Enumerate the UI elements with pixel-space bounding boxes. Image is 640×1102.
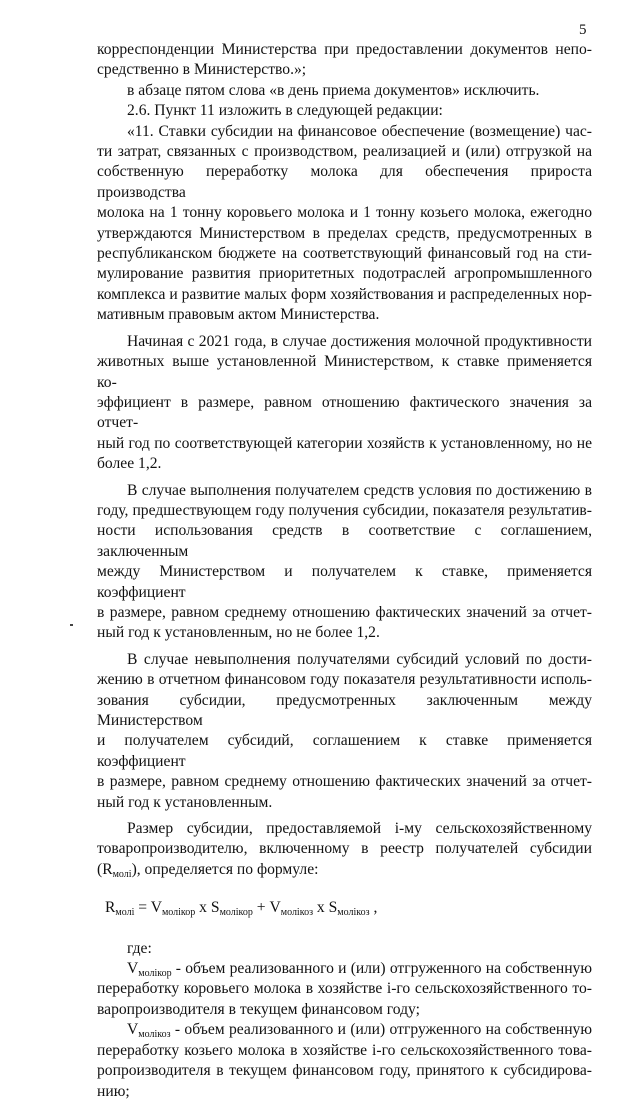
subscript: молiкоз <box>337 907 370 919</box>
text-line: эффициент в размере, равном отношению фактического значения за отчет- <box>97 393 592 432</box>
formula-operator: x <box>195 899 211 917</box>
text-line: собственную переработку молока для обеспечения прироста производства <box>97 163 592 201</box>
text-line: зования субсидии, предусмотренных заключенным между Министерством <box>97 691 592 729</box>
text-line: животных выше установленной Министерством, к ставке применяется ко- <box>97 353 592 391</box>
text-line <box>97 1020 592 1040</box>
text-line: в размере, равном среднему отношению фактических значений за отчет- <box>97 603 592 621</box>
text-fragment: - объем реализованного и (или) отгруженного на собственную <box>170 1021 592 1039</box>
formula <box>97 898 592 918</box>
text-line <box>97 860 592 880</box>
text-line: В случае невыполнения получателями субсидий условий по дости- <box>127 650 592 668</box>
text-fragment: (R <box>97 860 113 878</box>
formula-operator: + <box>252 899 270 917</box>
text-line: «11. Ставки субсидии на финансовое обеспечение (возмещение) час- <box>127 122 592 140</box>
formula-symbol: S <box>328 899 338 917</box>
text-line: ти затрат, связанных с производством, реализацией и (или) отгрузкой на <box>97 143 592 161</box>
subscript: молiкор <box>219 907 253 919</box>
text-line: средственно в Министерство.»; <box>97 61 307 79</box>
text-line: ный год к установленным. <box>97 793 273 811</box>
text-line: году, предшествующем году получения субсидии, показателя результатив- <box>97 501 592 519</box>
document-body <box>97 40 592 1102</box>
subscript: молiкор <box>161 907 196 919</box>
text-line: Начиная с 2021 года, в случае достижения молочной продуктивности <box>127 332 592 350</box>
text-line: Размер субсидии, предоставляемой i-му сельскохозяйственному <box>127 820 592 838</box>
text-line: варопроизводителя в текущем финансовом году; <box>97 1000 420 1018</box>
text-line: нию; <box>97 1082 130 1100</box>
subscript: молiкор <box>138 968 172 980</box>
text-fragment: V <box>127 960 139 978</box>
text-line: корреспонденции Министерства при предоставлении документов непо- <box>97 41 592 58</box>
text-line: комплекса и развитие малых форм хозяйствования и распределенных нор- <box>97 285 592 303</box>
text-line: более 1,2. <box>97 455 162 473</box>
text-line: жению в отчетном финансовом году показателя результативности исполь- <box>97 671 592 689</box>
formula-symbol: S <box>210 899 220 917</box>
subscript: молi <box>115 907 135 919</box>
text-line: ный год по соответствующей категории хозяйств к установленному, но не <box>97 434 592 452</box>
text-line: утверждаются Министерством в пределах средств, предусмотренных в <box>97 224 592 242</box>
text-line: мативным правовым актом Министерства. <box>97 306 380 324</box>
text-line: республиканском бюджете на соответствующий финансовый год на сти- <box>97 245 592 263</box>
text-line: мулирование развития приоритетных подотраслей агропромышленного <box>97 265 592 283</box>
formula-operator: , <box>369 899 378 917</box>
text-line: молока на 1 тонну коровьего молока и 1 тонну козьего молока, ежегодно <box>97 204 592 222</box>
text-fragment: ), определяется по формуле: <box>131 860 319 878</box>
subscript: молiкоз <box>280 907 314 919</box>
text-fragment: - объем реализованного и (или) отгруженного на собственную <box>171 960 592 978</box>
text-line: в абзаце пятом слова «в день приема документов» исключить. <box>127 81 540 99</box>
text-line: переработку козьего молока в хозяйстве i-го сельскохозяйственного това- <box>97 1041 592 1059</box>
formula-operator: x <box>313 899 329 917</box>
text-line: В случае выполнения получателем средств условия по достижению в <box>127 481 592 499</box>
text-fragment: V <box>127 1021 139 1039</box>
formula-symbol: V <box>150 899 162 917</box>
page-number: 5 <box>579 22 587 38</box>
text-line: переработку коровьего молока в хозяйстве i-го сельскохозяйственного то- <box>97 980 592 998</box>
text-line: между Министерством и получателем к ставке, применяется коэффициент <box>97 563 592 601</box>
text-line: товаропроизводителю, включенному в реестр получателей субсидии <box>97 840 592 858</box>
text-line: ности использования средств в соответствие с соглашением, заключенным <box>97 522 592 560</box>
text-line: где: <box>127 939 152 957</box>
text-line: в размере, равном среднему отношению фактических значений за отчет- <box>97 773 592 791</box>
text-line: 2.6. Пункт 11 изложить в следующей редакции: <box>127 102 443 120</box>
text-line: ный год к установленным, но не более 1,2. <box>97 624 380 642</box>
text-line: и получателем субсидий, соглашением к ставке применяется коэффициент <box>97 732 592 770</box>
subscript: молi <box>112 868 132 880</box>
text-line: ропроизводителя в текущем финансовом году, принятого к субсидирова- <box>97 1062 592 1080</box>
text-line <box>97 959 592 979</box>
formula-operator: = <box>134 899 151 917</box>
margin-mark <box>70 624 73 626</box>
formula-symbol: R <box>105 899 116 917</box>
subscript: молiкоз <box>138 1029 171 1041</box>
formula-symbol: V <box>269 899 281 917</box>
